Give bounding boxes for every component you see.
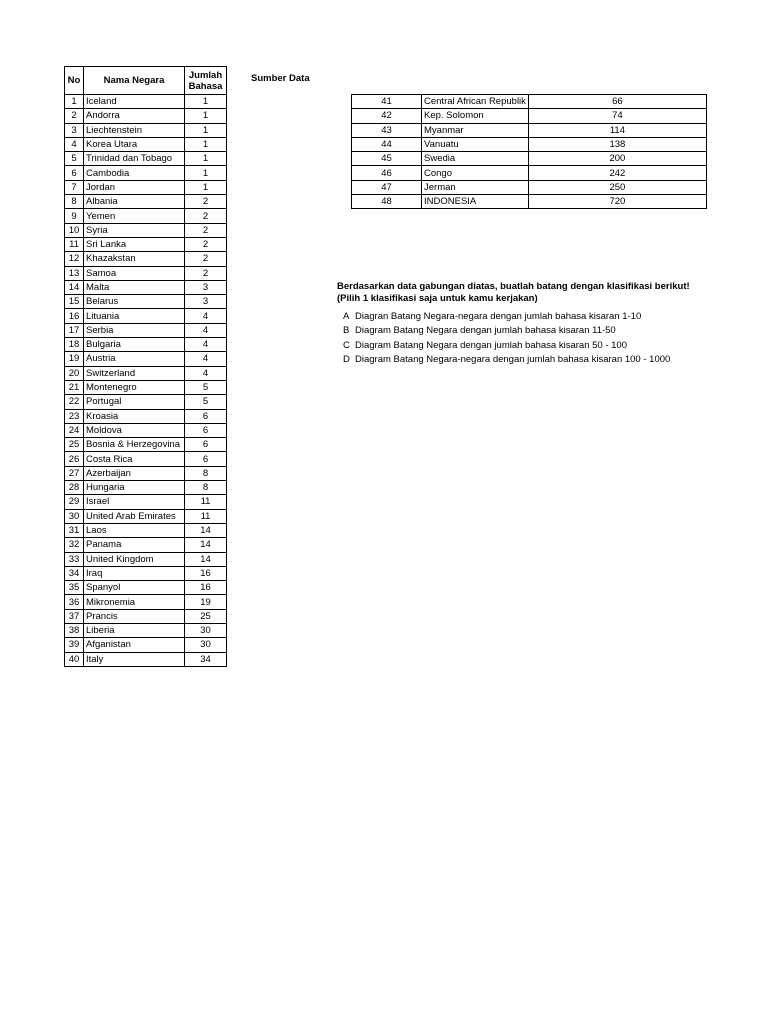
table-row [65,638,227,652]
table-row [352,166,707,180]
table-header-row [65,67,227,95]
row-number: 39 [65,638,84,652]
table-row [65,237,227,251]
option-item [343,339,670,353]
table-row [352,180,707,194]
row-number: 20 [65,366,84,380]
option-text: Diagran Batang Negara-negara dengan jumlah bahasa kisaran 1-10 [355,311,642,322]
row-number: 41 [352,95,422,109]
language-count: 3 [185,295,227,309]
table-row [65,223,227,237]
header-count-line1: Jumlah [188,69,223,81]
country-name: Moldova [84,423,185,437]
row-number: 10 [65,223,84,237]
row-number: 44 [352,137,422,151]
row-number: 15 [65,295,84,309]
row-number: 7 [65,180,84,194]
row-number: 4 [65,137,84,151]
language-count: 1 [185,166,227,180]
country-name: Mikronemia [84,595,185,609]
language-count: 250 [528,180,706,194]
language-count: 4 [185,338,227,352]
language-count: 4 [185,323,227,337]
language-count: 4 [185,352,227,366]
row-number: 30 [65,509,84,523]
country-name: Liechtenstein [84,123,185,137]
table-row [65,452,227,466]
country-name: Samoa [84,266,185,280]
table-row [65,252,227,266]
row-number: 22 [65,395,84,409]
table-row [65,309,227,323]
row-number: 9 [65,209,84,223]
row-number: 23 [65,409,84,423]
row-number: 25 [65,438,84,452]
country-name: Congo [422,166,529,180]
country-name: Bulgaria [84,338,185,352]
country-name: Jerman [422,180,529,194]
row-number: 21 [65,380,84,394]
country-name: Central African Republik [422,95,529,109]
country-name: Liberia [84,623,185,637]
table-row [65,409,227,423]
row-number: 2 [65,109,84,123]
language-count: 16 [185,581,227,595]
country-name: Kroasia [84,409,185,423]
country-name: Panama [84,538,185,552]
language-count: 2 [185,195,227,209]
table-row [352,195,707,209]
language-count: 25 [185,609,227,623]
row-number: 5 [65,152,84,166]
table-row [65,466,227,480]
table-row [65,652,227,666]
row-number: 42 [352,109,422,123]
country-name: Lituania [84,309,185,323]
language-count: 200 [528,152,706,166]
table-row [65,609,227,623]
language-count: 4 [185,309,227,323]
row-number: 38 [65,623,84,637]
table-row [65,323,227,337]
language-count: 114 [528,123,706,137]
option-item [343,353,670,367]
instruction-line-2: (Pilih 1 klasifikasi saja untuk kamu kerjakan) [337,293,538,304]
table-row [65,266,227,280]
row-number: 11 [65,237,84,251]
language-count: 19 [185,595,227,609]
country-name: Switzerland [84,366,185,380]
country-name: Trinidad dan Tobago [84,152,185,166]
country-name: Azerbaijan [84,466,185,480]
country-name: Montenegro [84,380,185,394]
country-name: Israel [84,495,185,509]
country-name: Korea Utara [84,137,185,151]
country-language-table [64,66,227,667]
table-row [65,209,227,223]
language-count: 30 [185,638,227,652]
table-row [65,123,227,137]
classification-options [343,310,670,367]
row-number: 12 [65,252,84,266]
option-letter: B [343,325,350,337]
row-number: 24 [65,423,84,437]
table-row [65,552,227,566]
table-row [65,380,227,394]
table-row [65,338,227,352]
header-count-line2: Bahasa [188,80,223,92]
language-count: 720 [528,195,706,209]
language-count: 1 [185,180,227,194]
row-number: 8 [65,195,84,209]
language-count: 8 [185,466,227,480]
language-count: 2 [185,237,227,251]
language-count: 30 [185,623,227,637]
language-count: 66 [528,95,706,109]
table-row [65,180,227,194]
row-number: 19 [65,352,84,366]
country-name: Bosnia & Herzegovina [84,438,185,452]
table-row [65,581,227,595]
country-name: United Arab Emirates [84,509,185,523]
country-name: Italy [84,652,185,666]
language-count: 2 [185,252,227,266]
row-number: 33 [65,552,84,566]
instruction-line-1: Berdasarkan data gabungan diatas, buatlah batang dengan klasifikasi berikut! [337,281,690,292]
country-name: Iceland [84,95,185,109]
option-letter: C [343,339,350,351]
table-row [352,123,707,137]
table-row [65,623,227,637]
country-language-table-body [65,95,227,667]
table-row [65,595,227,609]
option-item [343,310,670,324]
language-count: 6 [185,452,227,466]
language-count: 11 [185,495,227,509]
country-name: Myanmar [422,123,529,137]
language-count: 2 [185,266,227,280]
country-name: Laos [84,523,185,537]
country-name: Khazakstan [84,252,185,266]
table-row [65,481,227,495]
country-name: Jordan [84,180,185,194]
country-name: Prancis [84,609,185,623]
row-number: 3 [65,123,84,137]
language-count: 14 [185,523,227,537]
country-name: Malta [84,280,185,294]
language-count: 11 [185,509,227,523]
table-row [352,137,707,151]
table-row [65,166,227,180]
language-count: 34 [185,652,227,666]
table-row [352,152,707,166]
country-name: Kep. Solomon [422,109,529,123]
table-row [65,352,227,366]
language-count: 1 [185,109,227,123]
row-number: 29 [65,495,84,509]
country-name: Belarus [84,295,185,309]
row-number: 18 [65,338,84,352]
language-count: 5 [185,380,227,394]
language-count: 14 [185,552,227,566]
language-count: 1 [185,152,227,166]
table-row [65,137,227,151]
row-number: 1 [65,95,84,109]
row-number: 31 [65,523,84,537]
country-name: Sri Lanka [84,237,185,251]
country-name: Austria [84,352,185,366]
header-language-count [185,67,227,95]
row-number: 26 [65,452,84,466]
country-name: Andorra [84,109,185,123]
option-text: Diagram Batang Negara dengan jumlah bahasa kisaran 11-50 [355,325,616,337]
language-count: 1 [185,137,227,151]
row-number: 14 [65,280,84,294]
table-row [65,195,227,209]
row-number: 6 [65,166,84,180]
row-number: 13 [65,266,84,280]
language-count: 1 [185,95,227,109]
country-name: Cambodia [84,166,185,180]
table-row [65,495,227,509]
language-count: 242 [528,166,706,180]
table-row [65,423,227,437]
table-row [65,95,227,109]
table-row [65,395,227,409]
country-name: Syria [84,223,185,237]
language-count: 5 [185,395,227,409]
language-count: 2 [185,223,227,237]
country-name: Swedia [422,152,529,166]
row-number: 32 [65,538,84,552]
country-name: INDONESIA [422,195,529,209]
row-number: 36 [65,595,84,609]
table-row [65,509,227,523]
language-count: 1 [185,123,227,137]
table-row [65,523,227,537]
additional-country-table [351,94,707,209]
country-name: Afganistan [84,638,185,652]
table-row [65,566,227,580]
country-name: Costa Rica [84,452,185,466]
option-text: Diagram Batang Negara-negara dengan jumlah bahasa kisaran 100 - 1000 [355,353,671,365]
country-name: Portugal [84,395,185,409]
language-count: 138 [528,137,706,151]
language-count: 3 [185,280,227,294]
language-count: 14 [185,538,227,552]
table-row [65,152,227,166]
row-number: 27 [65,466,84,480]
table-row [65,280,227,294]
language-count: 2 [185,209,227,223]
language-count: 6 [185,423,227,437]
table-row [352,109,707,123]
language-count: 8 [185,481,227,495]
source-data-label: Sumber Data [251,73,310,84]
row-number: 28 [65,481,84,495]
header-no: No [65,67,84,95]
country-name: Serbia [84,323,185,337]
option-text: Diagram Batang Negara dengan jumlah bahasa kisaran 50 - 100 [355,339,627,351]
row-number: 35 [65,581,84,595]
table-row [65,109,227,123]
row-number: 47 [352,180,422,194]
row-number: 16 [65,309,84,323]
row-number: 43 [352,123,422,137]
row-number: 40 [65,652,84,666]
row-number: 34 [65,566,84,580]
option-letter: A [343,311,350,322]
table-row [65,295,227,309]
country-name: Iraq [84,566,185,580]
country-name: United Kingdom [84,552,185,566]
language-count: 4 [185,366,227,380]
language-count: 6 [185,438,227,452]
country-name: Spanyol [84,581,185,595]
language-count: 74 [528,109,706,123]
table-row [352,95,707,109]
option-item [343,324,670,338]
language-count: 16 [185,566,227,580]
table-row [65,438,227,452]
table-row [65,538,227,552]
table-row [65,366,227,380]
row-number: 46 [352,166,422,180]
row-number: 45 [352,152,422,166]
option-letter: D [343,353,350,365]
country-name: Albania [84,195,185,209]
country-name: Hungaria [84,481,185,495]
country-name: Yemen [84,209,185,223]
country-name: Vanuatu [422,137,529,151]
additional-country-table-body [352,95,707,209]
header-country-name: Nama Negara [84,67,185,95]
row-number: 17 [65,323,84,337]
language-count: 6 [185,409,227,423]
row-number: 48 [352,195,422,209]
row-number: 37 [65,609,84,623]
instruction-text [337,281,690,305]
